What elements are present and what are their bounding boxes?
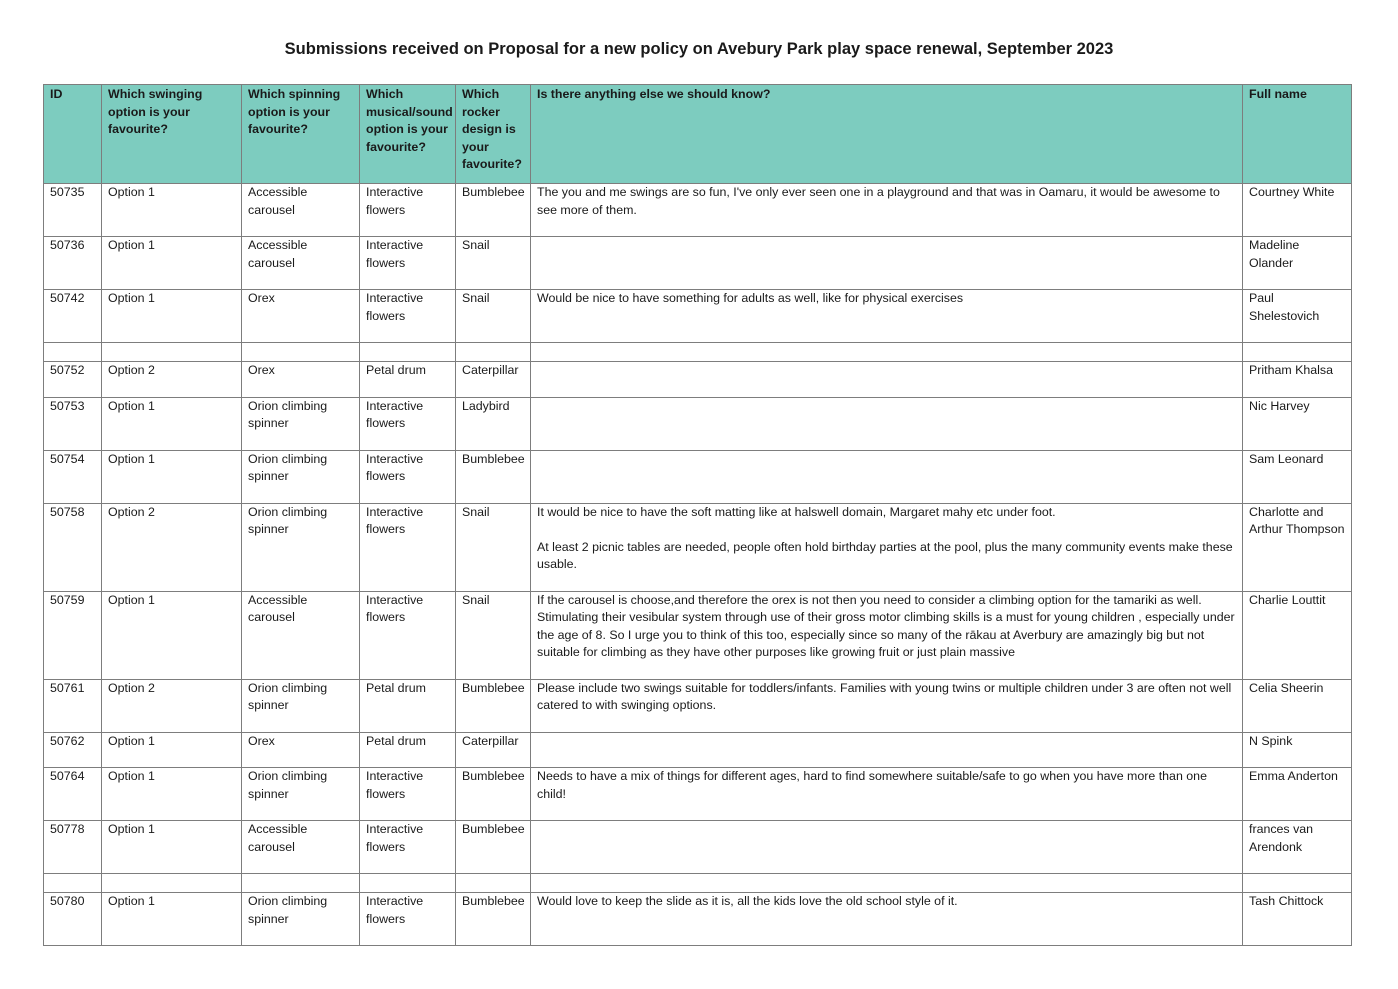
cell-spinning: Accessible carousel <box>242 237 360 290</box>
header-row <box>44 85 1352 184</box>
cell-id: 50754 <box>44 450 102 503</box>
cell-swinging: Option 1 <box>102 591 242 679</box>
cell-comments <box>531 768 1243 821</box>
cell-musical: Interactive flowers <box>360 237 456 290</box>
cell-swinging: Option 2 <box>102 362 242 398</box>
cell-id: 50761 <box>44 679 102 732</box>
cell-swinging: Option 1 <box>102 732 242 768</box>
cell-musical: Interactive flowers <box>360 397 456 450</box>
table-row <box>44 397 1352 450</box>
cell-rocker <box>456 343 531 362</box>
cell-full-name: Courtney White <box>1243 184 1352 237</box>
cell-swinging: Option 1 <box>102 397 242 450</box>
cell-id: 50735 <box>44 184 102 237</box>
cell-comments <box>531 503 1243 591</box>
column-header-comments: Is there anything else we should know? <box>531 85 1243 184</box>
cell-musical: Interactive flowers <box>360 591 456 679</box>
cell-rocker: Bumblebee <box>456 768 531 821</box>
column-header-spinning: Which spinning option is your favourite? <box>242 85 360 184</box>
table-row <box>44 450 1352 503</box>
cell-comments <box>531 237 1243 290</box>
cell-swinging: Option 1 <box>102 450 242 503</box>
cell-id: 50764 <box>44 768 102 821</box>
cell-full-name: Sam Leonard <box>1243 450 1352 503</box>
cell-rocker <box>456 874 531 893</box>
cell-swinging <box>102 874 242 893</box>
cell-rocker: Caterpillar <box>456 732 531 768</box>
cell-full-name: Celia Sheerin <box>1243 679 1352 732</box>
cell-spinning: Orex <box>242 732 360 768</box>
cell-swinging: Option 1 <box>102 821 242 874</box>
cell-swinging: Option 1 <box>102 893 242 946</box>
cell-spinning: Orion climbing spinner <box>242 679 360 732</box>
table-row <box>44 237 1352 290</box>
column-header-rocker: Which rocker design is your favourite? <box>456 85 531 184</box>
cell-swinging: Option 2 <box>102 679 242 732</box>
cell-spinning: Orion climbing spinner <box>242 768 360 821</box>
cell-swinging <box>102 343 242 362</box>
cell-spinning: Orion climbing spinner <box>242 450 360 503</box>
cell-id: 50742 <box>44 290 102 343</box>
cell-full-name: Paul Shelestovich <box>1243 290 1352 343</box>
cell-full-name: Tash Chittock <box>1243 893 1352 946</box>
cell-id <box>44 343 102 362</box>
column-header-full-name: Full name <box>1243 85 1352 184</box>
cell-spinning: Accessible carousel <box>242 821 360 874</box>
cell-spinning: Accessible carousel <box>242 591 360 679</box>
table-row <box>44 732 1352 768</box>
cell-musical <box>360 874 456 893</box>
comment-paragraph: The you and me swings are so fun, I've only ever seen one in a playground and that was in Oamaru, it would be awesome to see more of them. <box>537 185 1220 217</box>
cell-full-name: Pritham Khalsa <box>1243 362 1352 398</box>
comment-paragraph: Needs to have a mix of things for different ages, hard to find somewhere suitable/safe to go when you have more than one child! <box>537 769 1207 801</box>
cell-rocker: Snail <box>456 591 531 679</box>
cell-id: 50752 <box>44 362 102 398</box>
cell-comments <box>531 184 1243 237</box>
cell-spinning <box>242 874 360 893</box>
cell-musical: Petal drum <box>360 362 456 398</box>
cell-rocker: Snail <box>456 290 531 343</box>
cell-musical: Interactive flowers <box>360 893 456 946</box>
cell-id: 50762 <box>44 732 102 768</box>
cell-comments <box>531 450 1243 503</box>
table-row <box>44 503 1352 591</box>
cell-comments <box>531 343 1243 362</box>
submissions-table <box>43 84 1352 946</box>
cell-musical: Petal drum <box>360 679 456 732</box>
table-row <box>44 591 1352 679</box>
cell-rocker: Bumblebee <box>456 184 531 237</box>
cell-swinging: Option 2 <box>102 503 242 591</box>
cell-swinging: Option 1 <box>102 237 242 290</box>
cell-musical: Interactive flowers <box>360 503 456 591</box>
cell-spinning: Orex <box>242 290 360 343</box>
cell-comments <box>531 397 1243 450</box>
page-title: Submissions received on Proposal for a new policy on Avebury Park play space renewal, September 2023 <box>284 40 1114 58</box>
table-row <box>44 679 1352 732</box>
cell-id: 50736 <box>44 237 102 290</box>
cell-musical: Interactive flowers <box>360 290 456 343</box>
cell-spinning: Orion climbing spinner <box>242 397 360 450</box>
blank-row <box>44 343 1352 362</box>
cell-musical: Interactive flowers <box>360 184 456 237</box>
cell-spinning <box>242 343 360 362</box>
cell-spinning: Orex <box>242 362 360 398</box>
comment-paragraph: It would be nice to have the soft matting like at halswell domain, Margaret mahy etc under foot. <box>537 504 1056 519</box>
cell-full-name: frances van Arendonk <box>1243 821 1352 874</box>
cell-rocker: Bumblebee <box>456 893 531 946</box>
cell-full-name: Madeline Olander <box>1243 237 1352 290</box>
comment-paragraph: At least 2 picnic tables are needed, people often hold birthday parties at the pool, plus the many community events make these usable. <box>537 539 1233 571</box>
cell-full-name: Charlie Louttit <box>1243 591 1352 679</box>
cell-comments <box>531 874 1243 893</box>
cell-comments <box>531 821 1243 874</box>
cell-full-name: N Spink <box>1243 732 1352 768</box>
cell-swinging: Option 1 <box>102 768 242 821</box>
cell-musical: Interactive flowers <box>360 450 456 503</box>
cell-full-name: Charlotte and Arthur Thompson <box>1243 503 1352 591</box>
column-header-id: ID <box>44 85 102 184</box>
cell-id: 50778 <box>44 821 102 874</box>
cell-rocker: Caterpillar <box>456 362 531 398</box>
table-row <box>44 821 1352 874</box>
table-row <box>44 893 1352 946</box>
blank-row <box>44 874 1352 893</box>
comment-paragraph: Would be nice to have something for adults as well, like for physical exercises <box>537 291 964 305</box>
cell-rocker: Bumblebee <box>456 450 531 503</box>
column-header-swinging: Which swinging option is your favourite? <box>102 85 242 184</box>
cell-id: 50780 <box>44 893 102 946</box>
cell-rocker: Snail <box>456 237 531 290</box>
comment-paragraph: If the carousel is choose,and therefore the orex is not then you need to consider a climbing option for the tamariki as well. Stimulating their vesibular system through use of their gross motor climbing skills is a must for young children , especially under the age of 8. So I urge you to think of this too, especially since so many of the rākau at Averbury are amazingly big but not suitable for climbing as they have other purposes like growing fruit or just plain massive <box>537 592 1235 659</box>
cell-comments <box>531 893 1243 946</box>
cell-id <box>44 874 102 893</box>
table-body <box>44 184 1352 946</box>
cell-id: 50758 <box>44 503 102 591</box>
cell-rocker: Bumblebee <box>456 679 531 732</box>
cell-full-name: Emma Anderton <box>1243 768 1352 821</box>
table-row <box>44 768 1352 821</box>
cell-spinning: Accessible carousel <box>242 184 360 237</box>
cell-spinning: Orion climbing spinner <box>242 503 360 591</box>
cell-spinning: Orion climbing spinner <box>242 893 360 946</box>
cell-comments <box>531 290 1243 343</box>
cell-id: 50759 <box>44 591 102 679</box>
cell-musical: Interactive flowers <box>360 821 456 874</box>
cell-full-name <box>1243 343 1352 362</box>
cell-rocker: Bumblebee <box>456 821 531 874</box>
cell-full-name <box>1243 874 1352 893</box>
cell-swinging: Option 1 <box>102 290 242 343</box>
table-row <box>44 290 1352 343</box>
cell-full-name: Nic Harvey <box>1243 397 1352 450</box>
comment-paragraph: Would love to keep the slide as it is, all the kids love the old school style of it. <box>537 894 958 908</box>
cell-rocker: Ladybird <box>456 397 531 450</box>
table-row <box>44 184 1352 237</box>
column-header-musical: Which musical/sound option is your favourite? <box>360 85 456 184</box>
cell-comments <box>531 732 1243 768</box>
cell-musical <box>360 343 456 362</box>
table-row <box>44 362 1352 398</box>
cell-comments <box>531 679 1243 732</box>
cell-comments <box>531 362 1243 398</box>
cell-id: 50753 <box>44 397 102 450</box>
cell-musical: Petal drum <box>360 732 456 768</box>
cell-swinging: Option 1 <box>102 184 242 237</box>
cell-rocker: Snail <box>456 503 531 591</box>
cell-comments <box>531 591 1243 679</box>
comment-paragraph: Please include two swings suitable for toddlers/infants. Families with young twins or multiple children under 3 are often not well catered to with swinging options. <box>537 680 1232 712</box>
cell-musical: Interactive flowers <box>360 768 456 821</box>
